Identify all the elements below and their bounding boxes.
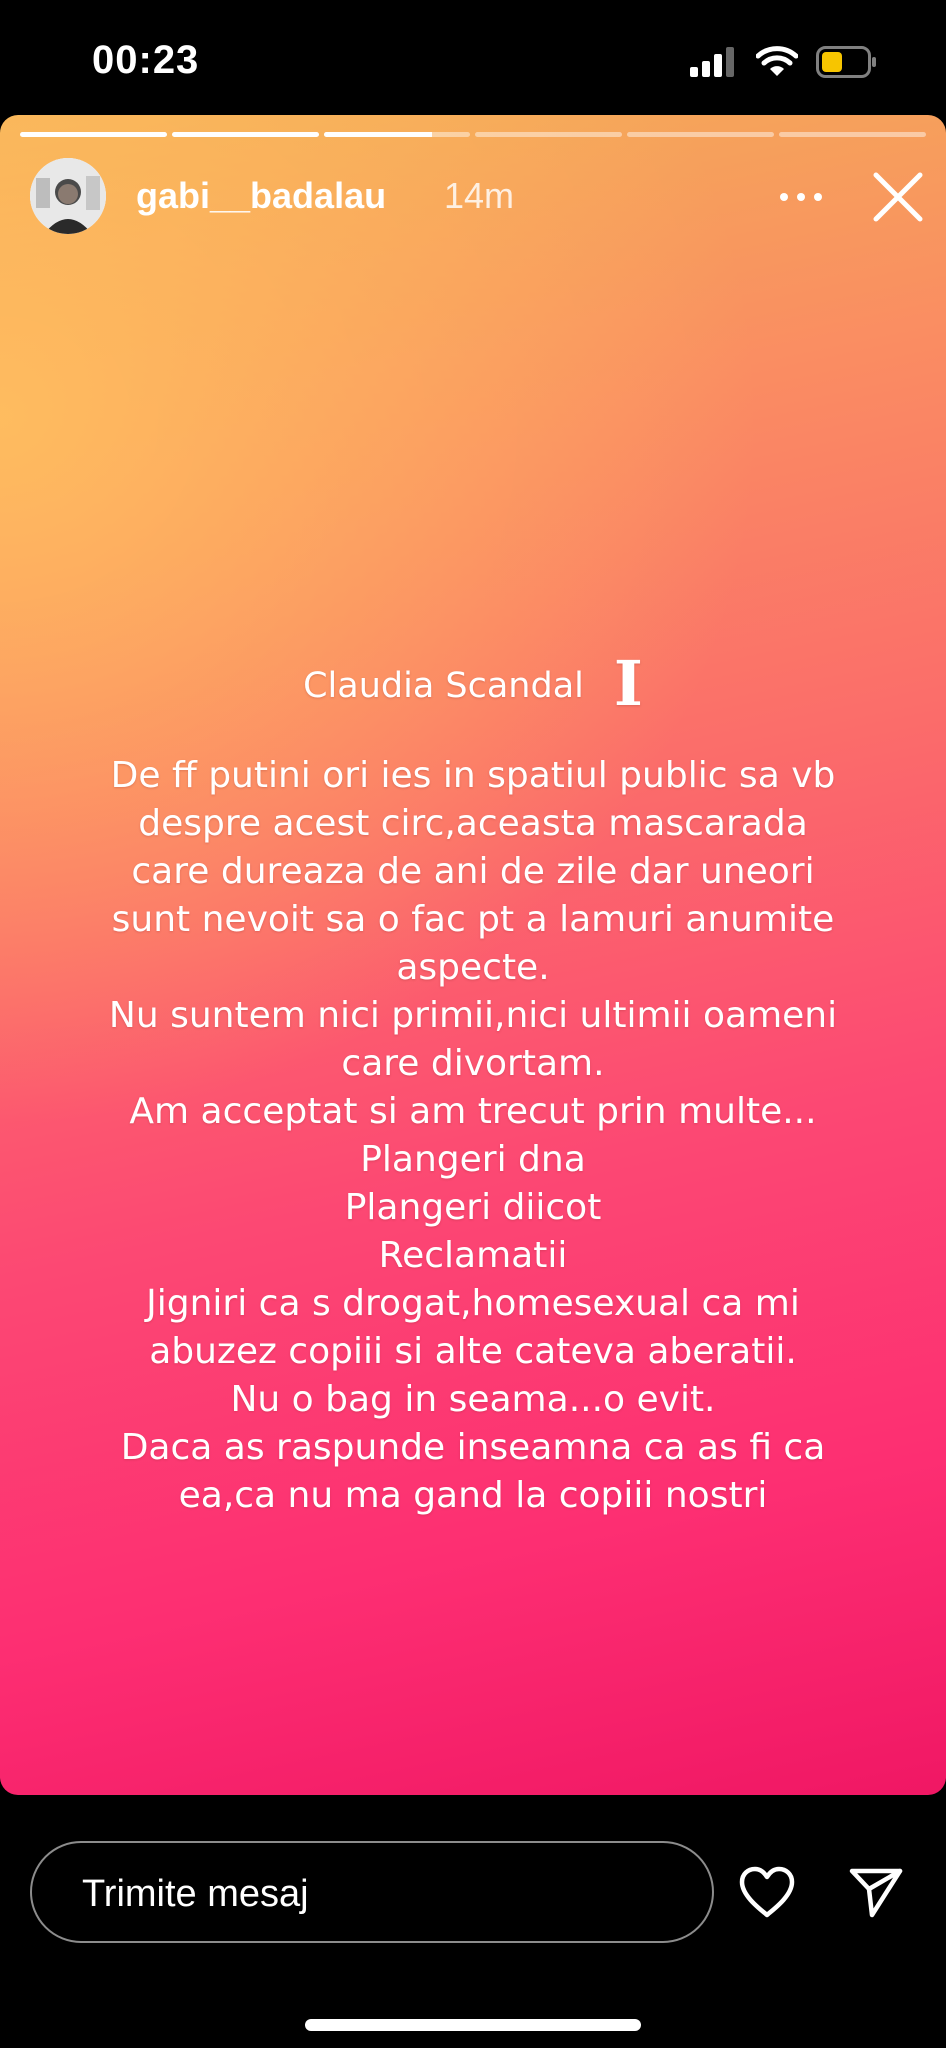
wifi-icon [756, 44, 798, 78]
avatar[interactable] [30, 158, 106, 234]
progress-segment [324, 132, 471, 137]
progress-segment [779, 132, 926, 137]
heart-icon[interactable] [738, 1865, 796, 1919]
story-line: De ff putini ori ies in spatiul public sa vb [110, 755, 836, 796]
story-title [40, 647, 906, 720]
send-message-placeholder: Trimite mesaj [82, 1873, 309, 1915]
progress-segment [475, 132, 622, 137]
story-line: aspecte. [396, 947, 550, 988]
story-line: Nu o bag in seama...o evit. [230, 1379, 716, 1420]
progress-segment-fill [324, 132, 433, 137]
story-line: Jigniri ca s drogat,homesexual ca mi [146, 1283, 800, 1324]
story-viewer[interactable] [0, 115, 946, 1795]
story-line: Am acceptat si am trecut prin multe... [129, 1091, 817, 1132]
story-line: care dureaza de ani de zile dar uneori [131, 851, 815, 892]
battery-icon [816, 46, 878, 78]
send-message-input[interactable] [30, 1841, 714, 1943]
story-line: care divortam. [341, 1043, 605, 1084]
story-line: Reclamatii [378, 1235, 568, 1276]
story-line: Daca as raspunde inseamna ca as fi ca [120, 1427, 826, 1468]
home-indicator [305, 2019, 641, 2031]
story-line: abuzez copiii si alte cateva aberatii. [149, 1331, 797, 1372]
story-line: sunt nevoit sa o fac pt a lamuri anumite [111, 899, 835, 940]
username[interactable]: gabi__badalau [136, 175, 387, 216]
close-icon[interactable] [868, 167, 928, 227]
status-bar [0, 0, 946, 115]
text-cursor-glyph: I [613, 647, 643, 720]
story-text [40, 647, 906, 1520]
story-line: Nu suntem nici primii,nici ultimii oameni [108, 995, 838, 1036]
more-options-icon[interactable] [770, 183, 832, 211]
send-icon[interactable] [848, 1865, 904, 1919]
story-line: Plangeri diicot [344, 1187, 602, 1228]
story-timestamp: 14m [444, 175, 515, 216]
status-time: 00:23 [92, 38, 200, 82]
story-line: Plangeri dna [360, 1139, 586, 1180]
reply-bar [0, 1795, 946, 2048]
progress-segment [172, 132, 319, 137]
story-title-text: Claudia Scandal [303, 666, 584, 706]
progress-segment [627, 132, 774, 137]
story-line: ea,ca nu ma gand la copiii nostri [178, 1475, 768, 1516]
story-line: despre acest circ,aceasta mascarada [138, 803, 808, 844]
progress-segment [20, 132, 167, 137]
story-progress-bar [20, 132, 926, 137]
progress-segment-fill [20, 132, 167, 137]
cellular-signal-icon [690, 47, 736, 77]
story-body [40, 752, 906, 1520]
progress-segment-fill [172, 132, 319, 137]
